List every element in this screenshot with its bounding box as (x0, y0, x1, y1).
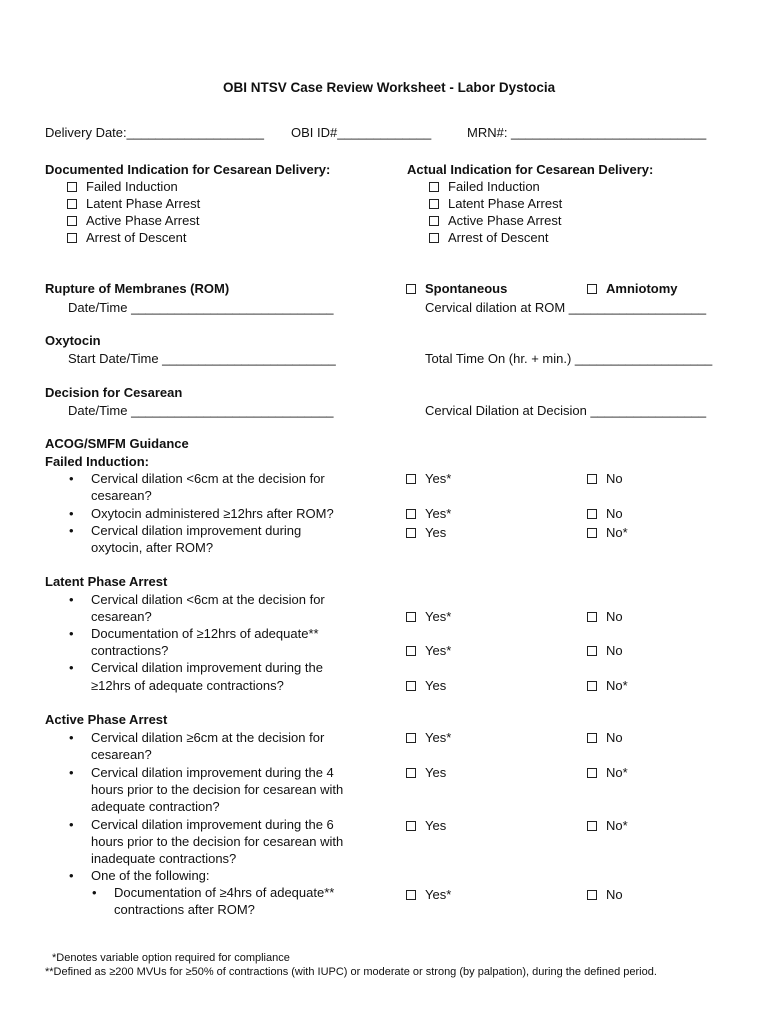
list-item-continuation: oxytocin, after ROM? (91, 540, 214, 555)
bullet-icon: • (69, 523, 74, 538)
guidance-heading: ACOG/SMFM Guidance (45, 436, 189, 451)
checkbox-icon[interactable] (406, 768, 416, 778)
checkbox-icon[interactable] (587, 646, 597, 656)
list-item-continuation: hours prior to the decision for cesarean with (91, 834, 344, 849)
delivery-date-field[interactable]: Delivery Date:___________________ (45, 125, 265, 140)
actual-option-arrest-descent[interactable]: Arrest of Descent (429, 229, 548, 246)
checkbox-icon[interactable] (587, 733, 597, 743)
failed-induction-heading: Failed Induction: (45, 454, 149, 469)
rom-amniotomy-option[interactable]: Amniotomy (587, 280, 678, 297)
list-item-continuation: adequate contraction? (91, 799, 220, 814)
checkbox-icon[interactable] (406, 509, 416, 519)
checkbox-icon[interactable] (587, 474, 597, 484)
actual-option-latent-phase[interactable]: Latent Phase Arrest (429, 195, 562, 212)
actual-option-failed-induction[interactable]: Failed Induction (429, 178, 540, 195)
list-item: • Cervical dilation <6cm at the decision for (69, 471, 325, 486)
latent-phase-heading: Latent Phase Arrest (45, 574, 168, 589)
checkbox-icon[interactable] (587, 768, 597, 778)
documented-indication-heading: Documented Indication for Cesarean Delivery: (45, 162, 331, 177)
no-option[interactable]: No* (587, 677, 628, 694)
rom-cervical-dilation-field[interactable]: Cervical dilation at ROM ___________________ (425, 300, 707, 315)
list-item-continuation: hours prior to the decision for cesarean with (91, 782, 344, 797)
oxytocin-start-field[interactable]: Start Date/Time ________________________ (68, 351, 336, 366)
list-item-continuation: contractions after ROM? (114, 902, 255, 917)
rom-datetime-field[interactable]: Date/Time ____________________________ (68, 300, 334, 315)
list-item: • Cervical dilation improvement during the 4 (69, 765, 334, 780)
rom-heading: Rupture of Membranes (ROM) (45, 281, 230, 296)
checkbox-icon[interactable] (406, 284, 416, 294)
footnote-adequate-definition: **Defined as ≥200 MVUs for ≥50% of contractions (with IUPC) or moderate or strong (by palpation), during the defined period. (45, 966, 657, 978)
list-item: • Cervical dilation improvement during the 6 (69, 817, 334, 832)
checkbox-icon[interactable] (67, 199, 77, 209)
checkbox-icon[interactable] (429, 216, 439, 226)
bullet-icon: • (69, 626, 74, 641)
checkbox-icon[interactable] (406, 890, 416, 900)
yes-option[interactable]: Yes* (406, 470, 451, 487)
list-item: • Cervical dilation improvement during (69, 523, 302, 538)
checkbox-icon[interactable] (587, 528, 597, 538)
checkbox-icon[interactable] (406, 681, 416, 691)
footnote-variable-option: *Denotes variable option required for compliance (52, 952, 290, 964)
bullet-icon: • (69, 730, 74, 745)
yes-option[interactable]: Yes* (406, 729, 451, 746)
checkbox-icon[interactable] (406, 528, 416, 538)
no-option[interactable]: No (587, 505, 623, 522)
yes-option[interactable]: Yes (406, 524, 446, 541)
bullet-icon: • (69, 660, 74, 675)
decision-datetime-field[interactable]: Date/Time ____________________________ (68, 403, 334, 418)
checkbox-icon[interactable] (67, 182, 77, 192)
no-option[interactable]: No* (587, 817, 628, 834)
no-option[interactable]: No (587, 642, 623, 659)
yes-option[interactable]: Yes* (406, 608, 451, 625)
no-option[interactable]: No* (587, 524, 628, 541)
checkbox-icon[interactable] (406, 612, 416, 622)
yes-option[interactable]: Yes* (406, 886, 451, 903)
yes-option[interactable]: Yes (406, 764, 446, 781)
checkbox-icon[interactable] (67, 233, 77, 243)
active-phase-heading: Active Phase Arrest (45, 712, 168, 727)
actual-option-active-phase[interactable]: Active Phase Arrest (429, 212, 561, 229)
yes-option[interactable]: Yes (406, 677, 446, 694)
no-option[interactable]: No (587, 886, 623, 903)
list-item: • One of the following: (69, 868, 210, 883)
oxytocin-heading: Oxytocin (45, 333, 101, 348)
list-item-continuation: contractions? (91, 643, 169, 658)
obi-id-field[interactable]: OBI ID#_____________ (291, 125, 432, 140)
no-option[interactable]: No (587, 470, 623, 487)
list-item: • Cervical dilation <6cm at the decision for (69, 592, 325, 607)
bullet-icon: • (69, 592, 74, 607)
yes-option[interactable]: Yes* (406, 642, 451, 659)
checkbox-icon[interactable] (429, 199, 439, 209)
documented-option-arrest-descent[interactable]: Arrest of Descent (67, 229, 186, 246)
bullet-icon: • (69, 868, 74, 883)
bullet-icon: • (69, 817, 74, 832)
checkbox-icon[interactable] (587, 890, 597, 900)
documented-option-latent-phase[interactable]: Latent Phase Arrest (67, 195, 200, 212)
actual-indication-heading: Actual Indication for Cesarean Delivery: (407, 162, 654, 177)
checkbox-icon[interactable] (406, 646, 416, 656)
checkbox-icon[interactable] (587, 509, 597, 519)
list-item: • Cervical dilation ≥6cm at the decision for (69, 730, 325, 745)
bullet-icon: • (69, 765, 74, 780)
checkbox-icon[interactable] (587, 681, 597, 691)
checkbox-icon[interactable] (429, 182, 439, 192)
checkbox-icon[interactable] (587, 284, 597, 294)
list-item-continuation: ≥12hrs of adequate contractions? (91, 678, 284, 693)
list-item-continuation: inadequate contractions? (91, 851, 237, 866)
list-item-continuation: cesarean? (91, 488, 152, 503)
bullet-icon: • (69, 506, 74, 521)
no-option[interactable]: No (587, 729, 623, 746)
list-item: • Cervical dilation improvement during the (69, 660, 323, 675)
mrn-field[interactable]: MRN#: ___________________________ (467, 125, 707, 140)
list-item-continuation: cesarean? (91, 609, 152, 624)
no-option[interactable]: No* (587, 764, 628, 781)
no-option[interactable]: No (587, 608, 623, 625)
sub-list-item: • Documentation of ≥4hrs of adequate** (92, 885, 335, 900)
oxytocin-total-time-field[interactable]: Total Time On (hr. + min.) ___________________ (425, 351, 713, 366)
documented-option-active-phase[interactable]: Active Phase Arrest (67, 212, 199, 229)
checkbox-icon[interactable] (406, 733, 416, 743)
checkbox-icon[interactable] (429, 233, 439, 243)
decision-cervical-field[interactable]: Cervical Dilation at Decision ________________ (425, 403, 707, 418)
list-item: • Oxytocin administered ≥12hrs after ROM? (69, 506, 334, 521)
checkbox-icon[interactable] (67, 216, 77, 226)
bullet-icon: • (69, 471, 74, 486)
rom-spontaneous-option[interactable]: Spontaneous (406, 280, 507, 297)
checkbox-icon[interactable] (406, 474, 416, 484)
decision-heading: Decision for Cesarean (45, 385, 183, 400)
checkbox-icon[interactable] (587, 821, 597, 831)
checkbox-icon[interactable] (406, 821, 416, 831)
list-item: • Documentation of ≥12hrs of adequate** (69, 626, 319, 641)
page-title: OBI NTSV Case Review Worksheet - Labor Dystocia (223, 80, 556, 95)
bullet-icon: • (92, 885, 97, 900)
list-item-continuation: cesarean? (91, 747, 152, 762)
documented-option-failed-induction[interactable]: Failed Induction (67, 178, 178, 195)
checkbox-icon[interactable] (587, 612, 597, 622)
yes-option[interactable]: Yes (406, 817, 446, 834)
yes-option[interactable]: Yes* (406, 505, 451, 522)
